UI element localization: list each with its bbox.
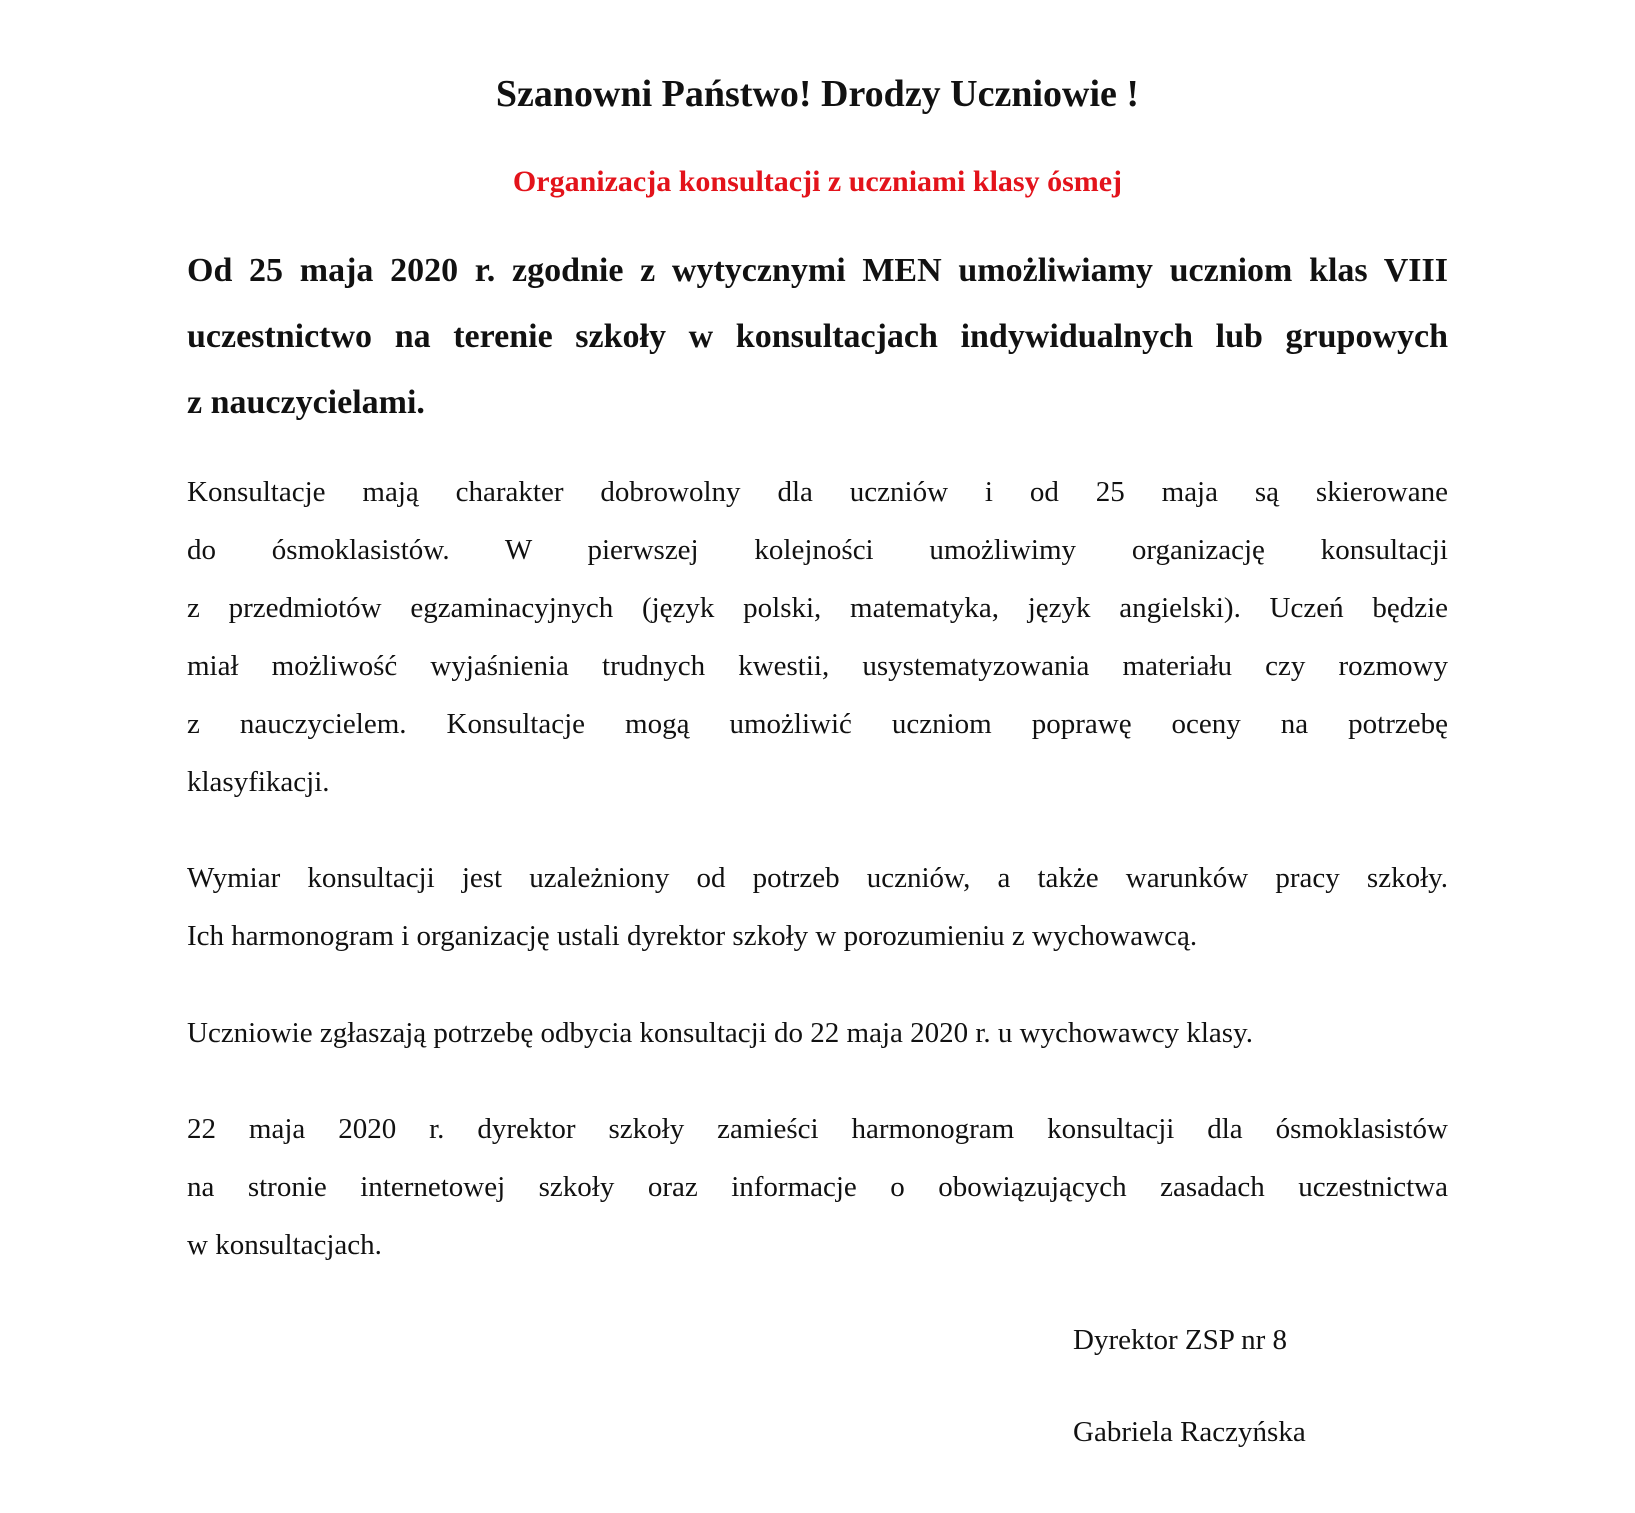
lead-paragraph — [187, 238, 1448, 436]
lead-line: Od 25 maja 2020 r. zgodnie z wytycznymi MEN umożliwiamy uczniom klas VIII — [187, 252, 1448, 289]
page-subtitle: Organizacja konsultacji z uczniami klasy ósmej — [512, 165, 1123, 198]
lead-line: z nauczycielami. — [187, 384, 425, 421]
paragraph-schedule-publication — [187, 1100, 1448, 1274]
text-line: miał możliwość wyjaśnienia trudnych kwestii, usystematyzowania materiału czy rozmowy — [187, 650, 1448, 682]
paragraph-registration-deadline — [187, 1004, 1448, 1062]
text-line: do ósmoklasistów. W pierwszej kolejności umożliwimy organizację konsultacji — [187, 534, 1448, 566]
text-line: Uczniowie zgłaszają potrzebę odbycia konsultacji do 22 maja 2020 r. u wychowawcy klasy. — [187, 1017, 1253, 1049]
signature-role: Dyrektor ZSP nr 8 — [1073, 1324, 1287, 1356]
signature-name: Gabriela Raczyńska — [1073, 1416, 1306, 1448]
text-line: z przedmiotów egzaminacyjnych (język polski, matematyka, język angielski). Uczeń będzie — [187, 592, 1448, 624]
text-line: 22 maja 2020 r. dyrektor szkoły zamieści harmonogram konsultacji dla ósmoklasistów — [187, 1113, 1448, 1145]
paragraph-consultations-voluntary — [187, 463, 1448, 811]
page-title: Szanowni Państwo! Drodzy Uczniowie ! — [495, 73, 1140, 115]
text-line: na stronie internetowej szkoły oraz informacje o obowiązujących zasadach uczestnictwa — [187, 1171, 1448, 1203]
text-line: w konsultacjach. — [187, 1229, 382, 1261]
text-line: klasyfikacji. — [187, 766, 330, 798]
text-line: Konsultacje mają charakter dobrowolny dla uczniów i od 25 maja są skierowane — [187, 476, 1448, 508]
paragraph-consultation-scope — [187, 849, 1448, 965]
text-line: Wymiar konsultacji jest uzależniony od potrzeb uczniów, a także warunków pracy szkoły. — [187, 862, 1448, 894]
lead-line: uczestnictwo na terenie szkoły w konsultacjach indywidualnych lub grupowych — [187, 318, 1448, 355]
text-line: Ich harmonogram i organizację ustali dyrektor szkoły w porozumieniu z wychowawcą. — [187, 920, 1198, 952]
text-line: z nauczycielem. Konsultacje mogą umożliwić uczniom poprawę oceny na potrzebę — [187, 708, 1448, 740]
